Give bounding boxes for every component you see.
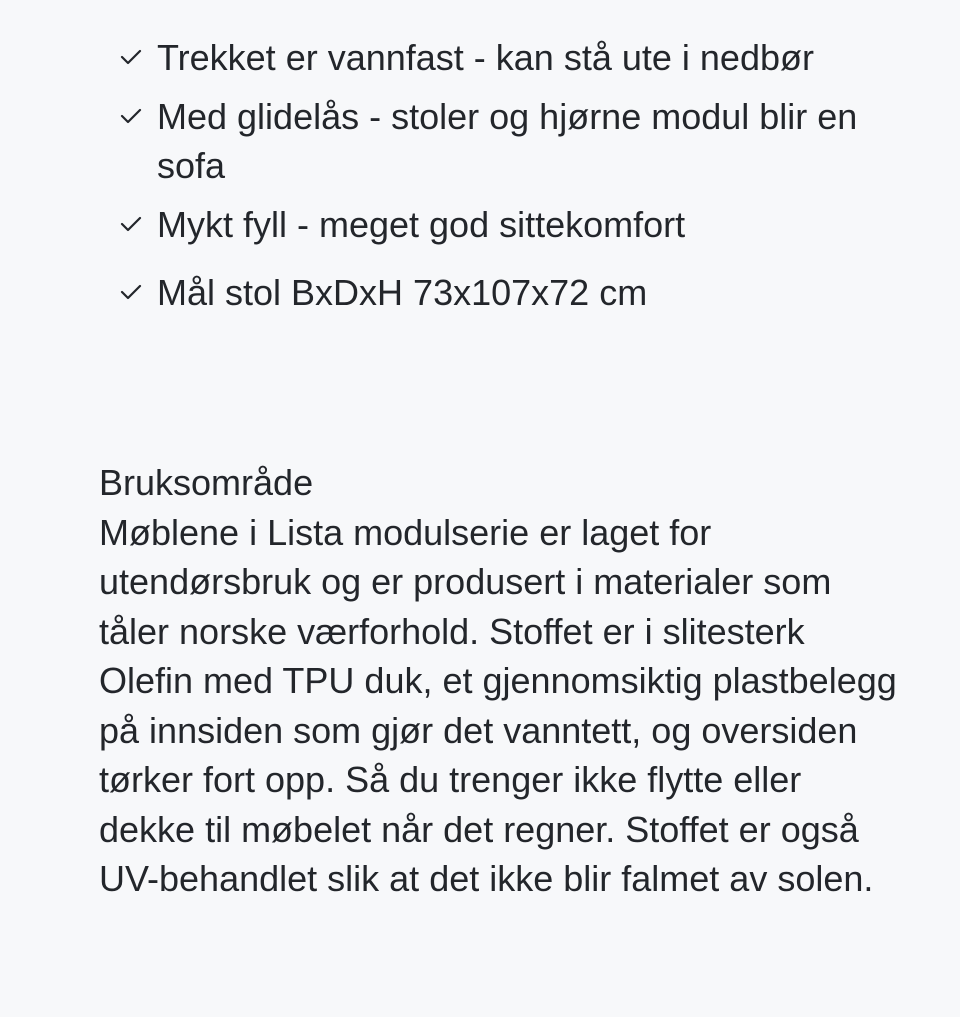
check-icon (120, 215, 142, 233)
feature-text: Med glidelås - stoler og hjørne modul blir en sofa (157, 96, 858, 186)
check-icon (120, 283, 142, 301)
feature-list (120, 33, 880, 336)
feature-item (120, 92, 880, 190)
check-icon (120, 48, 142, 66)
check-icon (120, 107, 142, 125)
feature-text: Mykt fyll - meget god sittekomfort (157, 204, 686, 245)
feature-text: Mål stol BxDxH 73x107x72 cm (157, 272, 648, 313)
feature-item (120, 33, 880, 82)
feature-text: Trekket er vannfast - kan stå ute i nedbør (157, 37, 814, 78)
usage-heading: Bruksområde (99, 462, 314, 503)
feature-item (120, 200, 880, 249)
usage-paragraph: Møblene i Lista modulserie er laget for utendørsbruk og er produsert i materialer som tåler norske værforhold. Stoffet er i slitesterk Olefin med TPU duk, et gjennomsiktig plastbelegg på innsiden som gjør det vanntett, og oversiden tørker fort opp. Så du trenger ikke flytte eller dekke til møbelet når det regner. Stoffet er også UV-behandlet slik at det ikke blir falmet av solen. (99, 511, 897, 899)
usage-section (99, 458, 899, 904)
feature-item (120, 268, 880, 317)
